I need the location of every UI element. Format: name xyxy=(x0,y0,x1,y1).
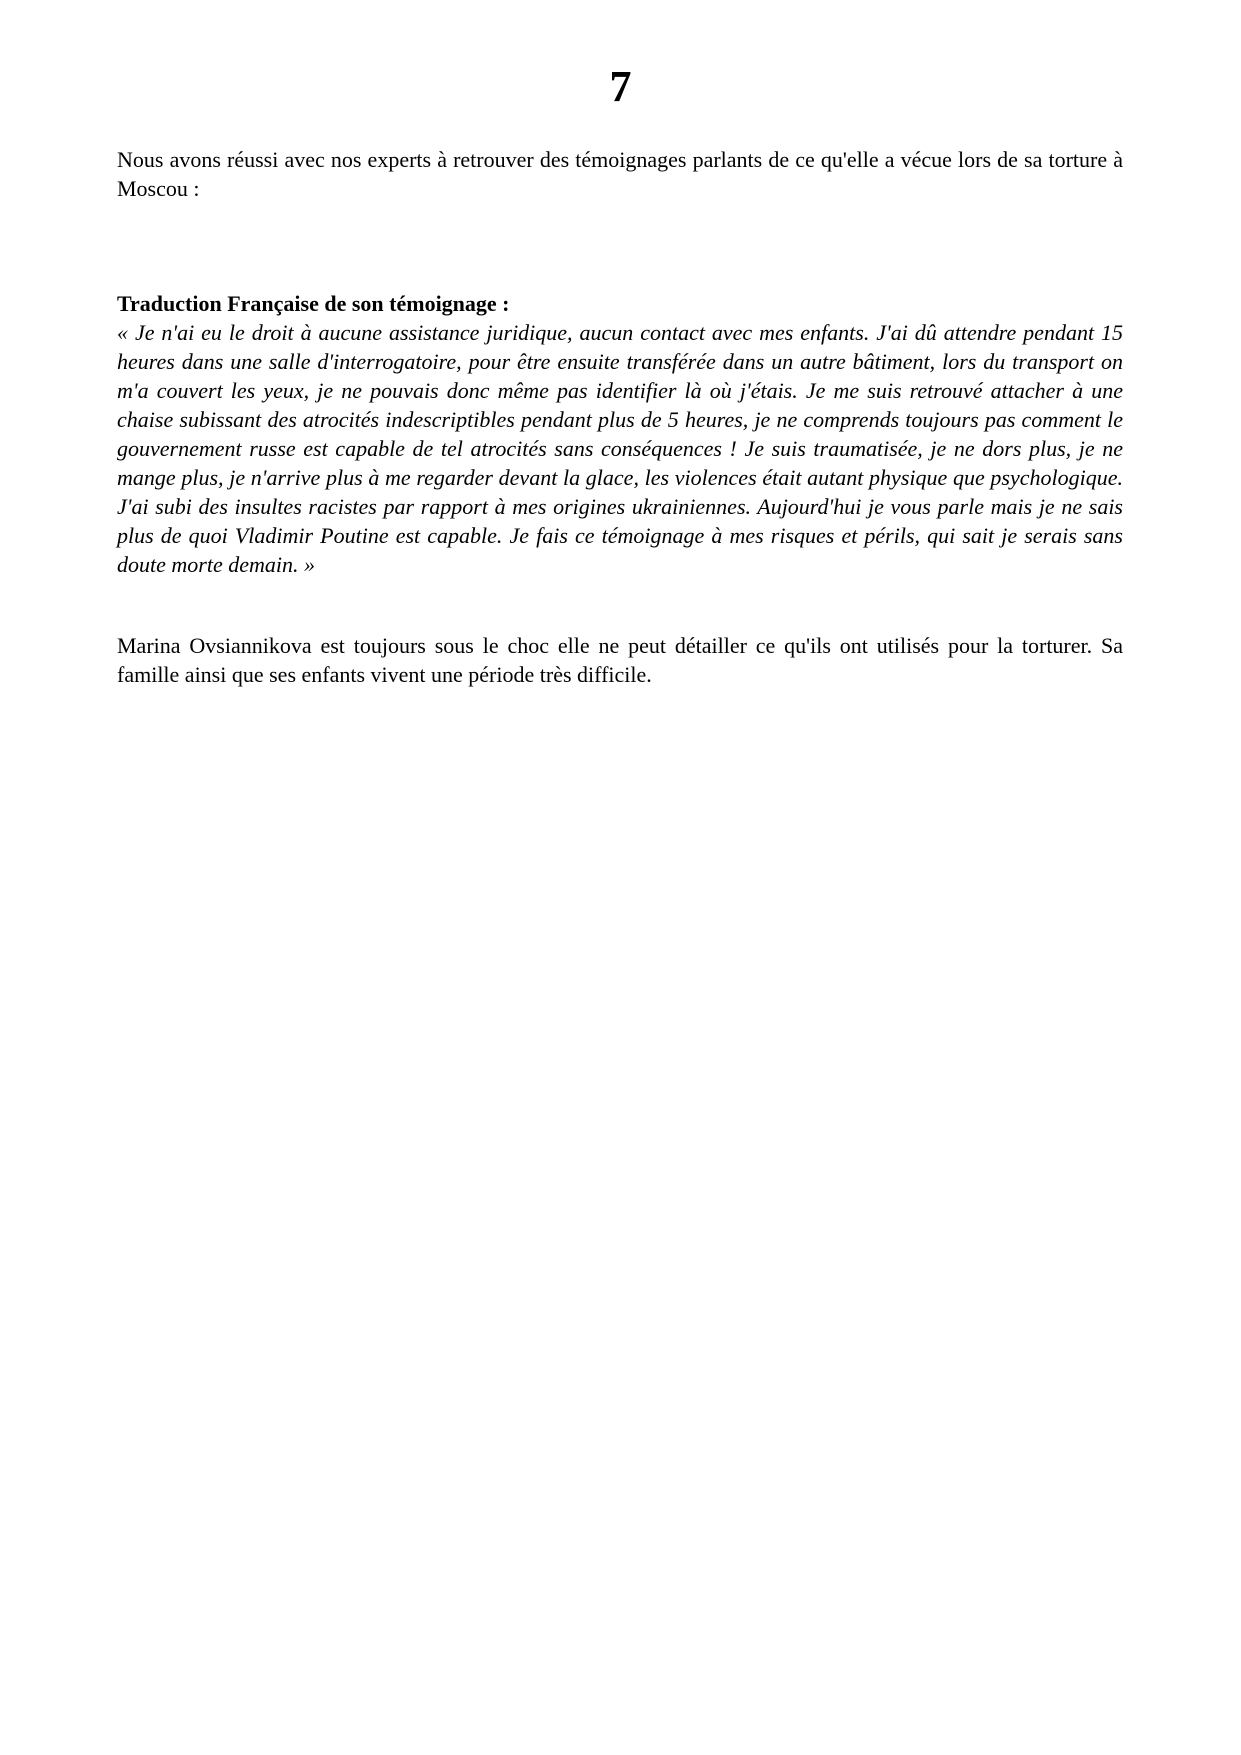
intro-paragraph: Nous avons réussi avec nos experts à retrouver des témoignages parlants de ce qu'elle a vécue lors de sa torture à Moscou : xyxy=(117,147,1123,201)
testimony-section xyxy=(117,289,1123,579)
testimony-heading: Traduction Française de son témoignage : xyxy=(117,291,510,316)
closing-paragraph: Marina Ovsiannikova est toujours sous le choc elle ne peut détailler ce qu'ils ont utilisés pour la torturer. Sa famille ainsi que ses enfants vivent une période très difficile. xyxy=(117,633,1123,687)
testimony-quote: « Je n'ai eu le droit à aucune assistance juridique, aucun contact avec mes enfants. J'ai dû attendre pendant 15 heures dans une salle d'interrogatoire, pour être ensuite transférée dans un autre bâtiment, lors du transport on m'a couvert les yeux, je ne pouvais donc même pas identifier là où j'étais. Je me suis retrouvé attacher à une chaise subissant des atrocités indescriptibles pendant plus de 5 heures, je ne comprends toujours pas comment le gouvernement russe est capable de tel atrocités sans conséquences ! Je suis traumatisée, je ne dors plus, je ne mange plus, je n'arrive plus à me regarder devant la glace, les violences était autant physique que psychologique. J'ai subi des insultes racistes par rapport à mes origines ukrainiennes. Aujourd'hui je vous parle mais je ne sais plus de quoi Vladimir Poutine est capable. Je fais ce témoignage à mes risques et périls, qui sait je serais sans doute morte demain. » xyxy=(117,320,1123,577)
page-number: 7 xyxy=(609,62,632,111)
